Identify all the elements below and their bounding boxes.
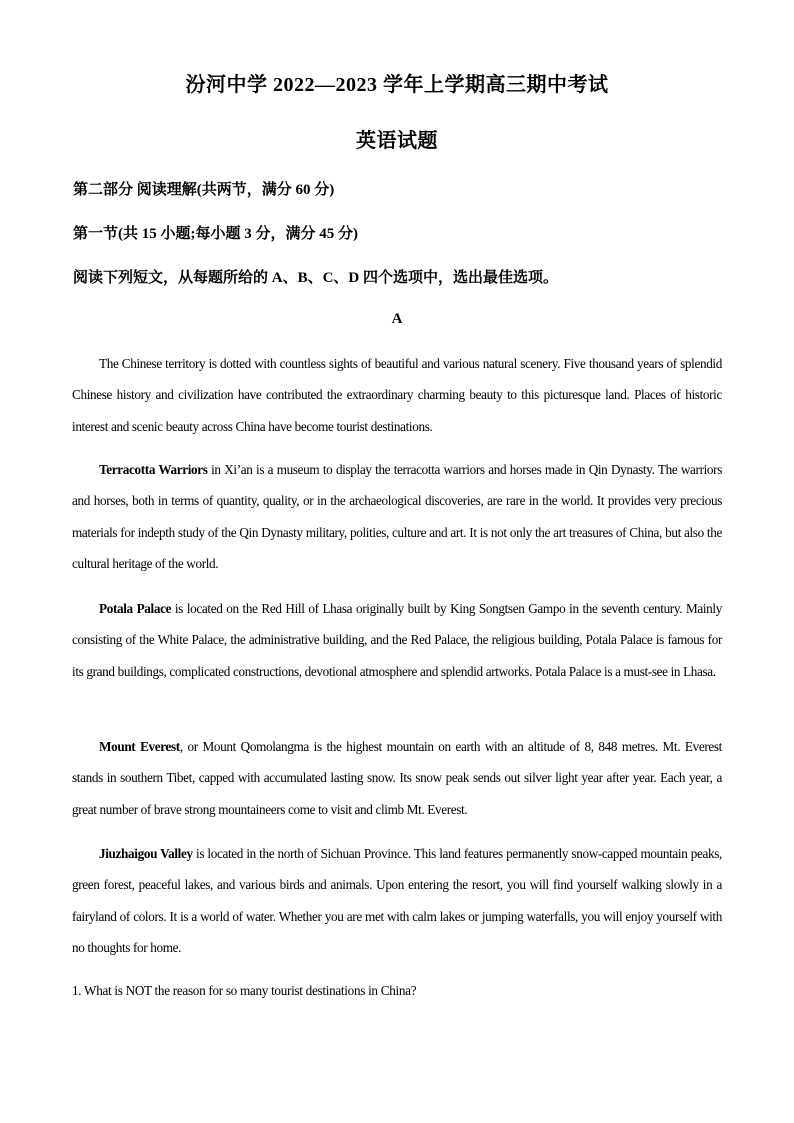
part-heading: 第二部分 阅读理解(共两节，满分 60 分) [73,182,335,198]
site-name: Terracotta Warriors [99,462,208,477]
passage-label: A [391,311,403,327]
site-description: is located in the north of Sichuan Province. This land features permanently snow-capped mountain peaks, green forest, peaceful lakes, and various birds and animals. Upon entering the resort, you will find yourself walking slowly in a fairyland of colors. It is a world of water. Whether you are met with calm lakes or jumping waterfalls, you will enjoy yourself with no thoughts for home. [72,846,722,955]
passage-intro: The Chinese territory is dotted with countless sights of beautiful and various natural scenery. Five thousand years of splendid Chinese history and civilization have contributed the extraordinary charming beauty to this picturesque land. Places of historic interest and scenic beauty across China have become tourist destinations. [72,356,722,434]
site-name: Mount Everest [99,739,180,754]
exam-title: 汾河中学 2022—2023 学年上学期高三期中考试 [185,74,609,96]
site-paragraph-potala [72,593,722,687]
site-name: Jiuzhaigou Valley [99,846,193,861]
site-paragraph-terracotta [72,454,722,579]
site-paragraph-jiuzhaigou [72,838,722,963]
subsection-heading: 第一节(共 15 小题;每小题 3 分，满分 45 分) [73,226,358,242]
site-description: is located on the Red Hill of Lhasa originally built by King Songtsen Gampo in the seventh century. Mainly consisting of the White Palace, the administrative building, and the Red Palace, the religious building, Potala Palace is famous for its grand buildings, complicated constructions, devotional atmosphere and splendid artworks. Potala Palace is a must-see in Lhasa. [72,601,722,679]
site-paragraph-everest [72,731,722,825]
site-description: , or Mount Qomolangma is the highest mountain on earth with an altitude of 8, 848 metres. Mt. Everest stands in southern Tibet, capped with accumulated lasting snow. Its snow peak sends out silver light year after year. Each year, a great number of brave strong mountaineers come to visit and climb Mt. Everest. [72,739,722,817]
site-name: Potala Palace [99,601,172,616]
instruction-text: 阅读下列短文，从每题所给的 A、B、C、D 四个选项中，选出最佳选项。 [73,270,559,286]
site-description: in Xi’an is a museum to display the terracotta warriors and horses made in Qin Dynasty. The warriors and horses, both in terms of quantity, quality, or in the archaeological discoveries, are rare in the world. It provides very precious materials for indepth study of the Qin Dynasty military, polities, culture and art. It is not only the art treasures of China, but also the cultural heritage of the world. [72,462,722,571]
question-1: 1. What is NOT the reason for so many tourist destinations in China? [72,983,417,998]
exam-subtitle: 英语试题 [356,130,438,152]
